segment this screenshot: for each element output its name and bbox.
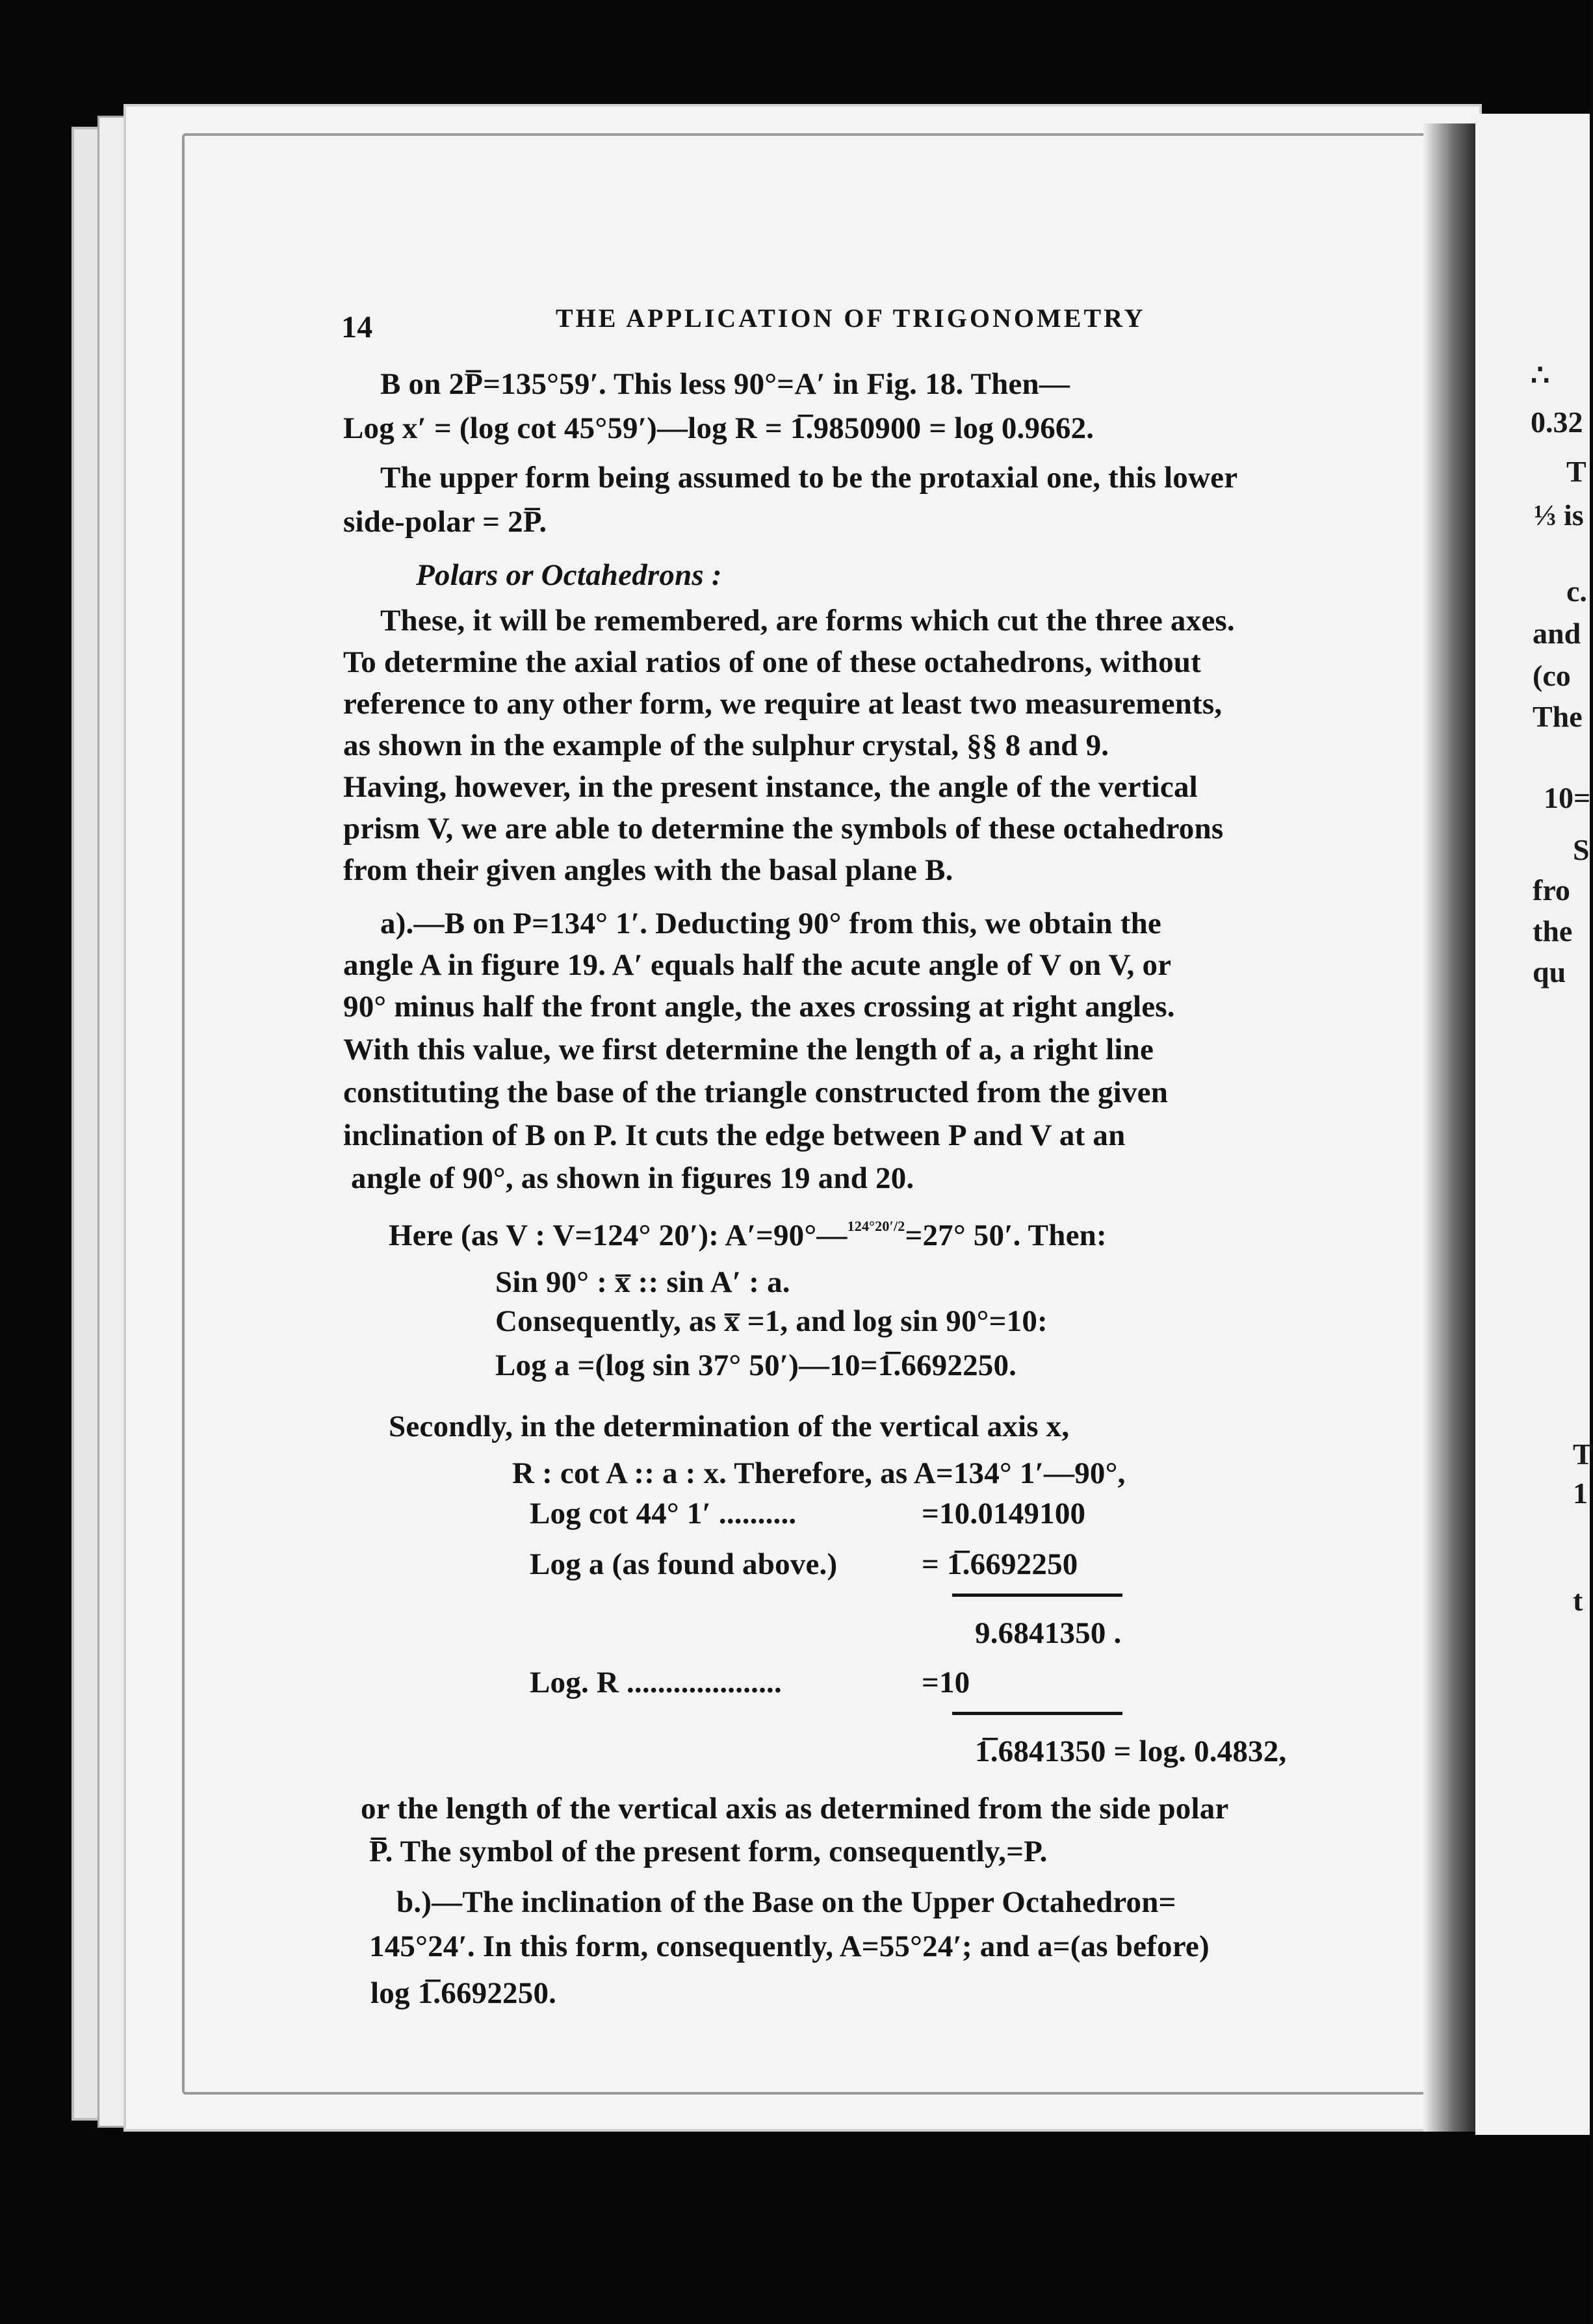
facing-text: the (1533, 914, 1573, 948)
formula-line (389, 1219, 1107, 1251)
body-line: Having, however, in the present instance, the angle of the vertical (343, 770, 1198, 804)
facing-text: ∴ (1531, 359, 1550, 392)
body-line: P̅. The symbol of the present form, consequently,=P. (369, 1835, 1048, 1868)
facing-text: and (1533, 617, 1581, 650)
formula-suffix: =27° 50′. Then: (905, 1219, 1107, 1252)
calc-label: Log a (as found above.) (530, 1547, 838, 1581)
facing-text: qu (1533, 955, 1566, 988)
calc-value: 9.6841350 . (975, 1616, 1122, 1650)
section-subheading: Polars or Octahedrons : (416, 558, 722, 592)
body-line: log 1̅.6692250. (370, 1976, 557, 2010)
formula-line: R : cot A :: a : x. Therefore, as A=134° 1′—90°, (512, 1456, 1126, 1490)
difference-rule (952, 1712, 1122, 1715)
body-line: Log x′ = (log cot 45°59′)—log R = 1̅.9850900 = log 0.9662. (343, 411, 1094, 445)
formula-prefix: Here (as V : V=124° 20′): A′=90°— (389, 1219, 848, 1252)
calc-value: =10.0149100 (922, 1497, 1086, 1530)
sum-rule (952, 1594, 1122, 1597)
calc-label: Log cot 44° 1′ .......... (530, 1497, 797, 1530)
formula-fraction: 124°20′/2 (847, 1218, 905, 1234)
page-number: 14 (341, 310, 373, 344)
calc-result: 1̅.6841350 = log. 0.4832, (975, 1735, 1287, 1768)
body-line: The upper form being assumed to be the protaxial one, this lower (380, 461, 1238, 495)
facing-text: fro (1533, 873, 1570, 907)
facing-text: S (1573, 833, 1590, 866)
facing-text: 10= (1544, 781, 1591, 814)
formula-line: Sin 90° : x̅ :: sin A′ : a. (495, 1265, 790, 1299)
body-line: reference to any other form, we require at least two measurements, (343, 687, 1223, 721)
body-line: inclination of B on P. It cuts the edge between P and V at an (343, 1118, 1126, 1152)
facing-text: ⅓ is (1534, 498, 1584, 532)
body-line: These, it will be remembered, are forms which cut the three axes. (380, 604, 1235, 638)
body-line: a).—B on P=134° 1′. Deducting 90° from this, we obtain the (380, 907, 1161, 940)
body-line: With this value, we first determine the length of a, a right line (343, 1033, 1154, 1066)
calc-label: Log. R .................... (530, 1666, 782, 1699)
facing-text: c. (1566, 575, 1587, 608)
facing-text: The (1533, 700, 1583, 733)
facing-text: T (1573, 1438, 1593, 1471)
body-line: angle A in figure 19. A′ equals half the acute angle of V on V, or (343, 948, 1172, 982)
body-line: 90° minus half the front angle, the axes crossing at right angles. (343, 990, 1175, 1024)
body-line: constituting the base of the triangle constructed from the given (343, 1076, 1169, 1109)
facing-text: t (1573, 1584, 1583, 1617)
body-line: b.)—The inclination of the Base on the Upper Octahedron= (396, 1885, 1176, 1919)
facing-text: T (1566, 455, 1587, 488)
facing-text: (co (1533, 659, 1571, 692)
body-line: 145°24′. In this form, consequently, A=55°24′; and a=(as before) (369, 1930, 1210, 1963)
calc-value: =10 (922, 1666, 970, 1699)
body-line: or the length of the vertical axis as determined from the side polar (361, 1792, 1229, 1826)
body-line: as shown in the example of the sulphur crystal, §§ 8 and 9. (343, 729, 1109, 762)
body-line: Secondly, in the determination of the vertical axis x, (389, 1410, 1070, 1443)
facing-text: 0.32 (1531, 406, 1583, 439)
calc-value: = 1̅.6692250 (922, 1547, 1078, 1581)
body-line: B on 2P̅=135°59′. This less 90°=A′ in Fig. 18. Then— (380, 367, 1070, 401)
body-line: To determine the axial ratios of one of these octahedrons, without (343, 645, 1201, 679)
body-line: prism V, we are able to determine the symbols of these octahedrons (343, 812, 1224, 846)
formula-line: Consequently, as x̅ =1, and log sin 90°=10: (495, 1304, 1048, 1338)
running-title: THE APPLICATION OF TRIGONOMETRY (556, 303, 1146, 333)
facing-text: 1 (1573, 1477, 1588, 1510)
formula-line: Log a =(log sin 37° 50′)—10=1̅.6692250. (495, 1349, 1017, 1382)
body-line: side-polar = 2P̅. (343, 505, 547, 539)
body-line: angle of 90°, as shown in figures 19 and 20. (351, 1161, 914, 1195)
body-line: from their given angles with the basal plane B. (343, 853, 953, 887)
